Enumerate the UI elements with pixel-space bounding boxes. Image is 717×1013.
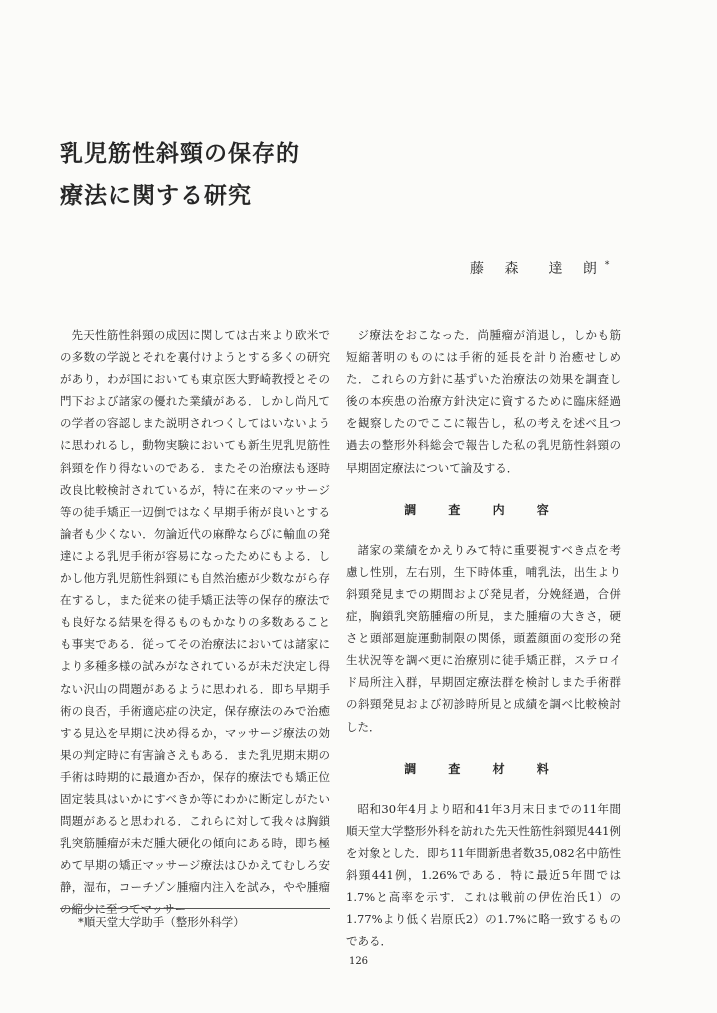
right-column xyxy=(346,324,621,952)
author-name: 藤 森 達 朗 xyxy=(470,261,605,277)
title-line-1: 乳児筋性斜頸の保存的 xyxy=(60,140,300,167)
author-affiliation-footnote: *順天堂大学助手（整形外科学） xyxy=(78,915,245,929)
intro-continuation: ジ療法をおこなった．尚腫瘤が消退し，しかも筋短縮著明のものには手術的延長を計り治癒せしめた．これらの方針に基ずいた治療法の効果を調査し後の本疾患の治療方針決定に資するために臨床経過を観察したのでここに報告し，私の考えを述べ且つ過去の整形外科総会で報告した私の乳児筋性斜頸の早期固定療法について論及する． xyxy=(346,328,621,475)
page-number: 126 xyxy=(348,956,369,967)
section-heading-survey-content: 調 査 内 容 xyxy=(404,502,563,517)
footnote-divider xyxy=(60,908,330,909)
left-column xyxy=(60,324,330,921)
survey-content-paragraph: 諸家の業績をかえりみて特に重要視すべき点を考慮し性別，左右別，生下時体重，哺乳法，出生より斜頸発見までの期間および発見者，分娩経過，合併症，胸鎖乳突筋腫瘤の所見，また腫瘤の大きさ，硬さと頭部廻旋運動制限の関係，頭蓋顔面の変形の発生状況等を調べ更に治療別に徒手矯正群，ステロイド局所注入群，早期固定療法群を検討しまた手術群の斜頸発見および初診時所見と成績を調べ比較検討した． xyxy=(346,542,621,734)
author-byline xyxy=(470,258,609,278)
section-heading-survey-material: 調 査 材 料 xyxy=(404,761,563,776)
author-footnote-mark: * xyxy=(604,260,610,271)
title-line-2: 療法に関する研究 xyxy=(60,182,252,209)
survey-material-paragraph: 昭和30年4月より昭和41年3月末日までの11年間順天堂大学整形外科を訪れた先天性筋性斜頸児441例を対象とした．即ち11年間新患者数35,082名中筋性斜頸441例，1.26%である．特に最近5年間では1.7%と高率を示す．これは戦前の伊佐治氏1）の1.77%より低く岩原氏2）の1.7%に略一致するものである． xyxy=(346,801,621,949)
article-title xyxy=(60,133,300,217)
intro-paragraph: 先天性筋性斜頸の成因に関しては古来より欧米での多数の学説とそれを裏付けようとする多くの研究があり，わが国においても東京医大野崎教授とその門下および諸家の優れた業績がある．しかし尚凡ての学者の容認しまた説明されつくしてはいないように思われるし，動物実験においても新生児乳児筋性斜頸を作り得ないのである．またその治療法も逐時改良比較検討されているが，特に在来のマッサージ等の徒手矯正一辺倒ではなく早期手術が良いとする論者も少くない．勿論近代の麻酔ならびに輸血の発達による乳児手術が容易になったためにもよる．しかし他方乳児筋性斜頸にも自然治癒が少数ながら存在するし，また従来の徒手矯正法等の保存的療法でも良好なる結果を得るものもかなりの多数あることも事実である．従ってその治療法においては諸家により多種多様の試みがなされているが未だ決定し得ない沢山の問題があるように思われる．即ち早期手術の良否，手術適応症の決定，保存療法のみで治癒する見込を早期に決め得るか，マッサージ療法の効果の判定時に有害論さえもある．また乳児期末期の手術は時期的に最適か否か，保存的療法でも矯正位固定装具はいかにすべきか等にわかに断定しがたい問題があると思われる．これらに対して我々は胸鎖乳突筋腫瘤が未だ腫大硬化の傾向にある時，即ち極めて早期の矯正マッサージ療法はひかえてむしろ安静，湿布，コーチゾン腫瘤内注入を試み，やや腫瘤の縮少に至つてマッサー xyxy=(60,328,330,917)
